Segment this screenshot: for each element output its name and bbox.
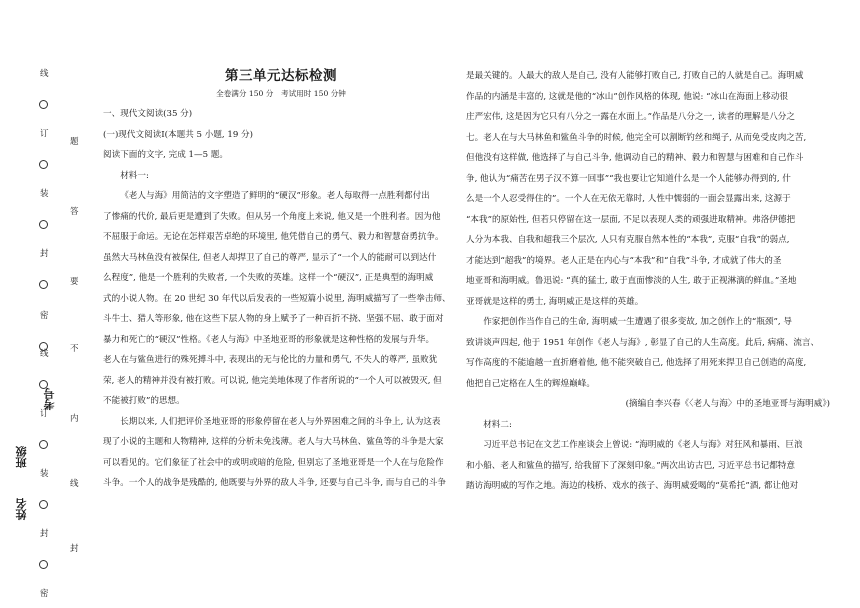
text-line: 作品的内涵是丰富的, 这就是他的“冰山”创作风格的体现, 他说: “冰山在海面上移动很 [466, 91, 788, 102]
text-line: 可以看见的。它们象征了社会中的或明或暗的危险, 但别忘了圣地亚哥是一个人在与危险作 [103, 457, 444, 468]
seal-char: 线 [70, 479, 79, 489]
page-subtitle: 全卷满分 150 分 考试用时 150 分钟 [216, 89, 346, 98]
text-line: 他把自己定格在人生的辉煌巅峰。 [466, 378, 595, 389]
text-line: 是最关键的。人最大的敌人是自己, 没有人能够打败自己, 打败自己的人就是自己。海明威 [466, 71, 804, 81]
text-line: 材料一: [120, 170, 149, 181]
text-line: 争, 他认为“痛苦在男子汉不算一回事”“我也要让它知道什么是一个人能够办得到的, 什 [466, 173, 791, 184]
text-line: 暴力和死亡的“硬汉”性格。《老人与海》中圣地亚哥的形象就是这种性格的发展与升华。 [103, 334, 435, 345]
text-line: 不能被打败”的思想。 [103, 396, 185, 406]
class-label: 班级 [15, 446, 28, 468]
seal-char: 装 [40, 469, 49, 479]
text-line: 了惨痛的代价, 最后更是遭到了失败。但从另一个角度上来说, 他又是一个胜利者。因为他 [103, 211, 441, 222]
binding-hole-icon [39, 560, 48, 569]
text-line: 人分为本我、自我和超我三个层次, 人只有克服自然本性的“本我”, 克服“自我”的弱点, [466, 235, 790, 245]
seal-char: 密 [40, 589, 49, 599]
text-line: 致讲谈声四起, 他于 1951 年创作《老人与海》, 彰显了自己的人生高度。此后, 病痛、流言、 [466, 337, 820, 348]
text-line: 虽然大马林鱼没有被保住, 但老人却捍卫了自己的尊严, 显示了“一个人的能耐可以到达什 [103, 252, 437, 263]
text-line: 才能达到“超我”的境界。老人正是在内心与“本我”和“自我”斗争, 才成就了伟大的圣 [466, 255, 782, 266]
seal-char: 线 [40, 349, 49, 359]
text-line: 斗争。一个人的战争是残酷的, 他既要与外界的敌人斗争, 还要与自己斗争, 而与自己的斗争 [103, 478, 446, 488]
text-line: 作家把创作当作自己的生命, 海明威一生遭遇了很多变故, 加之创作上的“瓶颈”, 导 [483, 317, 792, 327]
text-line: 阅读下面的文字, 完成 1—5 题。 [103, 150, 228, 160]
name-label: 姓名 [15, 498, 28, 520]
text-line: 么是一个人忍受得住的”。一个人在无依无靠时, 人性中懦弱的一面会显露出来, 这源于 [466, 194, 791, 204]
text-line: 一、现代文阅读(35 分) [103, 109, 193, 119]
text-line: 踏访海明威的写作之地。海边的栈桥、戏水的孩子、海明威爱喝的“莫希托”酒, 都让他对 [466, 481, 799, 491]
seal-char: 不 [70, 344, 79, 354]
seal-char: 要 [70, 277, 79, 287]
text-line: 荣, 老人的精神并没有被打败。可以说, 他完美地体现了作者所说的“一个人可以被毁灭, 但 [103, 375, 442, 386]
text-line: 式的小说人物。在 20 世纪 30 年代以后发表的一些短篇小说里, 海明威描写了一些拳击师、 [103, 293, 451, 304]
text-line: 习近平总书记在文艺工作座谈会上曾说: “海明威的《老人与海》对狂风和暴雨、巨浪 [483, 440, 803, 450]
text-line: 《老人与海》用简洁的文字塑造了鲜明的“硬汉”形象。老人每取得一点胜利都付出 [120, 191, 430, 201]
text-line: 七。老人在与大马林鱼和鲨鱼斗争的时候, 他完全可以割断钓丝和绳子, 从而免受皮肉之苦, [466, 132, 807, 143]
seal-char: 答 [70, 207, 79, 217]
text-line: 么程度”, 他是一个胜利的失败者, 一个失败的英雄。这样一个“硬汉”, 正是典型的海明威 [103, 273, 434, 283]
text-line: 不屈服于命运。无论在怎样艰苦卓绝的环境里, 他凭借自己的勇气、毅力和智慧奋勇抗争。 [103, 232, 444, 242]
text-line: 材料二: [483, 419, 512, 430]
seal-char: 内 [70, 414, 79, 424]
text-line: (摘编自李兴春《〈老人与海〉中的圣地亚哥与海明威》) [625, 399, 830, 409]
text-line: 地亚哥和海明威。鲁迅说: “真的猛士, 敢于直面惨淡的人生, 敢于正视淋漓的鲜血。”圣地 [466, 276, 797, 286]
text-line: 和小船、老人和鲨鱼的描写, 给我留下了深刻印象。”两次出访古巴, 习近平总书记都特意 [466, 460, 795, 471]
seal-char: 装 [40, 189, 49, 199]
seal-char: 封 [40, 529, 49, 539]
seal-char: 密 [40, 311, 49, 321]
binding-hole-icon [39, 280, 48, 289]
seal-char: 订 [40, 129, 49, 139]
text-line: 斗牛士、猎人等形象, 他在这些下层人物的身上赋予了一种百折不挠、坚强不屈、敢于面对 [103, 314, 444, 324]
exam-id-label: 考号 [43, 388, 56, 410]
text-line: “本我”的原始性, 但若只停留在这一层面, 不足以表现人类的顽强进取精神。弗洛伊德把 [466, 214, 796, 225]
seal-char: 订 [40, 409, 49, 419]
seal-char: 线 [40, 69, 49, 79]
seal-char: 封 [70, 544, 79, 554]
binding-hole-icon [39, 100, 48, 109]
text-line: 老人在与鲨鱼进行的殊死搏斗中, 表现出的无与伦比的力量和勇气, 不失人的尊严, 虽败犹 [103, 355, 438, 365]
binding-hole-icon [39, 160, 48, 169]
text-line: 但他没有这样做, 他选择了与自己斗争, 他调动自己的精神、毅力和智慧与困难和自己作斗 [466, 153, 804, 163]
text-line: 庄严宏伟, 这是因为它只有八分之一露在水面上。”作品是八分之一, 读者的理解是八分之 [466, 112, 795, 122]
text-line: 现了小说的主题和人物精神, 这样的分析未免浅薄。老人与大马林鱼、鲨鱼等的斗争是大家 [103, 437, 444, 447]
left-column [103, 66, 459, 494]
text-line: 亚哥就是这样的勇士, 海明威正是这样的英雄。 [466, 296, 644, 307]
text-line: 长期以来, 人们把评价圣地亚哥的形象停留在老人与外界困难之间的斗争上, 认为这表 [120, 416, 441, 427]
text-line: (一)现代文阅读Ⅰ(本题共 5 小题, 19 分) [103, 129, 253, 140]
binding-hole-icon [39, 500, 48, 509]
seal-char: 封 [40, 249, 49, 259]
text-line: 写作高度的不能逾越一直折磨着他, 他不能突破自己, 他选择了用死来捍卫自己创造的高度, [466, 358, 807, 368]
seal-char: 题 [70, 137, 79, 147]
page-title: 第三单元达标检测 [225, 68, 337, 84]
binding-hole-icon [39, 440, 48, 449]
binding-margin [0, 0, 95, 608]
binding-hole-icon [39, 220, 48, 229]
right-column [466, 66, 830, 497]
